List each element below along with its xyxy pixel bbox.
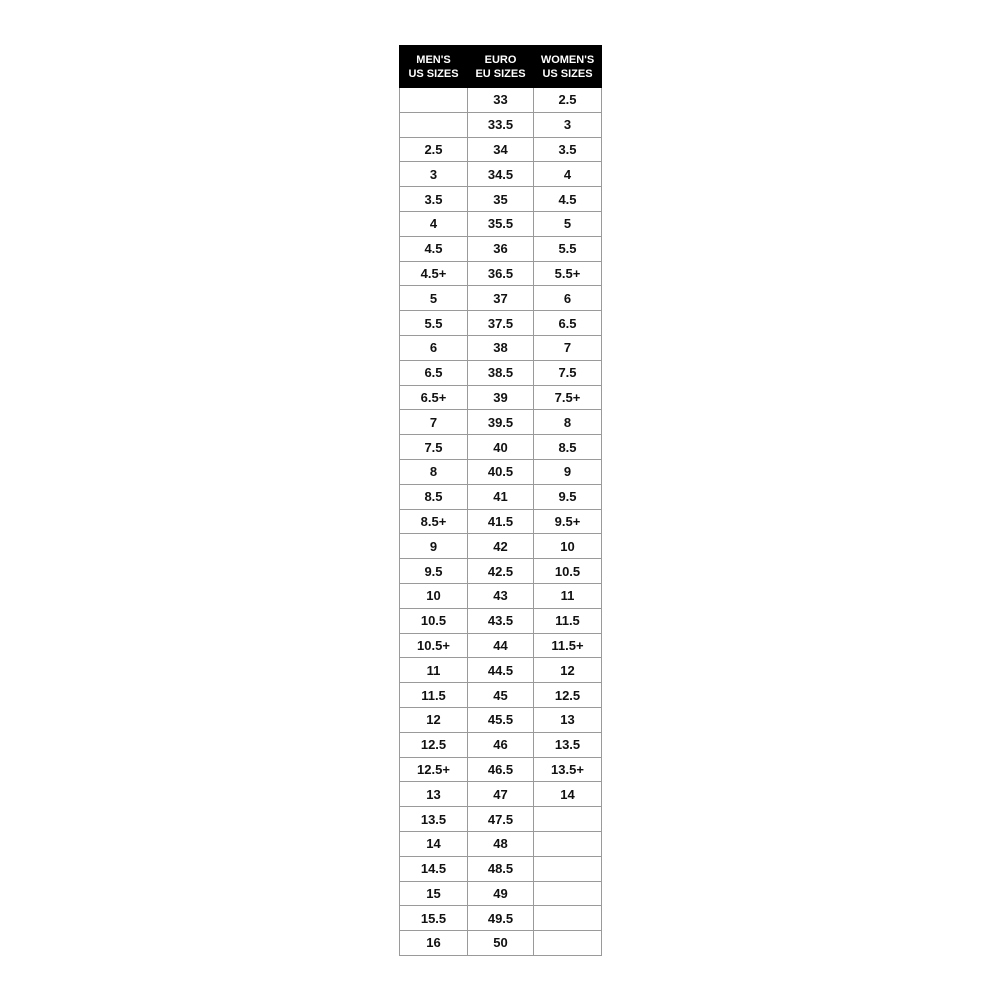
- table-row: [400, 162, 602, 187]
- cell-womens-us: 13: [534, 707, 602, 732]
- cell-euro-eu: 33: [468, 88, 534, 113]
- cell-mens-us: 3: [400, 162, 468, 187]
- cell-euro-eu: 47: [468, 782, 534, 807]
- table-row: [400, 906, 602, 931]
- cell-mens-us: 13: [400, 782, 468, 807]
- cell-womens-us: 5: [534, 211, 602, 236]
- cell-euro-eu: 41: [468, 484, 534, 509]
- cell-mens-us: 4.5+: [400, 261, 468, 286]
- cell-euro-eu: 35: [468, 187, 534, 212]
- cell-euro-eu: 34.5: [468, 162, 534, 187]
- table-row: [400, 757, 602, 782]
- table-row: [400, 658, 602, 683]
- cell-euro-eu: 46.5: [468, 757, 534, 782]
- cell-mens-us: 9: [400, 534, 468, 559]
- table-header: [400, 46, 602, 88]
- table-row: [400, 608, 602, 633]
- column-header-euro-eu: [468, 46, 534, 88]
- cell-mens-us: 15: [400, 881, 468, 906]
- cell-womens-us: 7.5: [534, 360, 602, 385]
- column-header-line2: US SIZES: [542, 67, 593, 80]
- cell-euro-eu: 44.5: [468, 658, 534, 683]
- table-row: [400, 707, 602, 732]
- table-row: [400, 534, 602, 559]
- cell-mens-us: 8: [400, 459, 468, 484]
- cell-womens-us: 5.5+: [534, 261, 602, 286]
- cell-euro-eu: 40: [468, 435, 534, 460]
- cell-euro-eu: 50: [468, 931, 534, 956]
- cell-womens-us: 9.5+: [534, 509, 602, 534]
- cell-womens-us: 10: [534, 534, 602, 559]
- cell-mens-us: 4.5: [400, 236, 468, 261]
- cell-mens-us: 6.5+: [400, 385, 468, 410]
- cell-mens-us: 14: [400, 831, 468, 856]
- cell-mens-us: 8.5+: [400, 509, 468, 534]
- cell-mens-us: 5: [400, 286, 468, 311]
- cell-euro-eu: 35.5: [468, 211, 534, 236]
- table-row: [400, 435, 602, 460]
- table-row: [400, 410, 602, 435]
- cell-euro-eu: 45: [468, 683, 534, 708]
- table-row: [400, 831, 602, 856]
- table-row: [400, 732, 602, 757]
- cell-womens-us: 7: [534, 335, 602, 360]
- cell-womens-us: 13.5: [534, 732, 602, 757]
- table-row: [400, 633, 602, 658]
- table-row: [400, 931, 602, 956]
- table-body: [400, 88, 602, 956]
- cell-womens-us: 13.5+: [534, 757, 602, 782]
- table-row: [400, 187, 602, 212]
- column-header-line2: US SIZES: [408, 67, 459, 80]
- column-header-mens-us: [400, 46, 468, 88]
- cell-mens-us: 11.5: [400, 683, 468, 708]
- cell-womens-us: [534, 906, 602, 931]
- cell-womens-us: 9: [534, 459, 602, 484]
- cell-womens-us: 6: [534, 286, 602, 311]
- cell-euro-eu: 38.5: [468, 360, 534, 385]
- table-row: [400, 856, 602, 881]
- cell-mens-us: 4: [400, 211, 468, 236]
- cell-euro-eu: 43: [468, 583, 534, 608]
- column-header-line2: EU SIZES: [475, 67, 526, 80]
- table-row: [400, 484, 602, 509]
- cell-womens-us: 8.5: [534, 435, 602, 460]
- table-row: [400, 459, 602, 484]
- cell-womens-us: 8: [534, 410, 602, 435]
- cell-mens-us: 15.5: [400, 906, 468, 931]
- cell-euro-eu: 48.5: [468, 856, 534, 881]
- cell-euro-eu: 44: [468, 633, 534, 658]
- table-row: [400, 112, 602, 137]
- column-header-line1: WOMEN'S: [540, 53, 595, 66]
- cell-mens-us: 2.5: [400, 137, 468, 162]
- cell-mens-us: 12: [400, 707, 468, 732]
- cell-womens-us: 2.5: [534, 88, 602, 113]
- table-row: [400, 385, 602, 410]
- cell-euro-eu: 34: [468, 137, 534, 162]
- size-conversion-table: [399, 45, 602, 956]
- cell-euro-eu: 33.5: [468, 112, 534, 137]
- cell-euro-eu: 47.5: [468, 807, 534, 832]
- cell-mens-us: 8.5: [400, 484, 468, 509]
- cell-mens-us: 9.5: [400, 559, 468, 584]
- cell-womens-us: 4.5: [534, 187, 602, 212]
- cell-mens-us: 12.5: [400, 732, 468, 757]
- cell-womens-us: 4: [534, 162, 602, 187]
- cell-womens-us: 11.5+: [534, 633, 602, 658]
- table-row: [400, 137, 602, 162]
- table-row: [400, 88, 602, 113]
- cell-euro-eu: 41.5: [468, 509, 534, 534]
- table-row: [400, 335, 602, 360]
- table-row: [400, 807, 602, 832]
- table-row: [400, 559, 602, 584]
- cell-euro-eu: 48: [468, 831, 534, 856]
- table-row: [400, 211, 602, 236]
- cell-euro-eu: 42: [468, 534, 534, 559]
- cell-mens-us: 7: [400, 410, 468, 435]
- table-row: [400, 509, 602, 534]
- table-row: [400, 286, 602, 311]
- cell-euro-eu: 39.5: [468, 410, 534, 435]
- table-row: [400, 881, 602, 906]
- cell-womens-us: [534, 931, 602, 956]
- cell-mens-us: 10.5: [400, 608, 468, 633]
- table-row: [400, 261, 602, 286]
- cell-womens-us: 11: [534, 583, 602, 608]
- table-row: [400, 311, 602, 336]
- table-row: [400, 360, 602, 385]
- cell-womens-us: 10.5: [534, 559, 602, 584]
- cell-womens-us: [534, 807, 602, 832]
- cell-euro-eu: 36: [468, 236, 534, 261]
- table-row: [400, 236, 602, 261]
- cell-euro-eu: 49: [468, 881, 534, 906]
- cell-womens-us: 7.5+: [534, 385, 602, 410]
- cell-euro-eu: 43.5: [468, 608, 534, 633]
- cell-mens-us: 7.5: [400, 435, 468, 460]
- cell-mens-us: 12.5+: [400, 757, 468, 782]
- cell-womens-us: 6.5: [534, 311, 602, 336]
- cell-mens-us: [400, 88, 468, 113]
- cell-mens-us: 14.5: [400, 856, 468, 881]
- column-header-line1: EURO: [484, 53, 517, 66]
- cell-mens-us: 6: [400, 335, 468, 360]
- cell-euro-eu: 36.5: [468, 261, 534, 286]
- column-header-line1: MEN'S: [416, 53, 451, 66]
- cell-womens-us: 12.5: [534, 683, 602, 708]
- cell-mens-us: 16: [400, 931, 468, 956]
- cell-womens-us: [534, 831, 602, 856]
- table-row: [400, 683, 602, 708]
- cell-mens-us: 10.5+: [400, 633, 468, 658]
- cell-womens-us: 9.5: [534, 484, 602, 509]
- cell-womens-us: [534, 881, 602, 906]
- cell-euro-eu: 42.5: [468, 559, 534, 584]
- cell-mens-us: 6.5: [400, 360, 468, 385]
- cell-womens-us: [534, 856, 602, 881]
- cell-euro-eu: 40.5: [468, 459, 534, 484]
- cell-euro-eu: 46: [468, 732, 534, 757]
- table-row: [400, 583, 602, 608]
- cell-euro-eu: 49.5: [468, 906, 534, 931]
- cell-womens-us: 12: [534, 658, 602, 683]
- cell-womens-us: 11.5: [534, 608, 602, 633]
- cell-mens-us: [400, 112, 468, 137]
- cell-womens-us: 3: [534, 112, 602, 137]
- cell-womens-us: 14: [534, 782, 602, 807]
- cell-euro-eu: 45.5: [468, 707, 534, 732]
- cell-mens-us: 11: [400, 658, 468, 683]
- cell-mens-us: 3.5: [400, 187, 468, 212]
- table-row: [400, 782, 602, 807]
- cell-womens-us: 3.5: [534, 137, 602, 162]
- cell-euro-eu: 37.5: [468, 311, 534, 336]
- cell-euro-eu: 38: [468, 335, 534, 360]
- cell-euro-eu: 39: [468, 385, 534, 410]
- header-row: [400, 46, 602, 88]
- column-header-womens-us: [534, 46, 602, 88]
- cell-mens-us: 10: [400, 583, 468, 608]
- cell-womens-us: 5.5: [534, 236, 602, 261]
- cell-mens-us: 13.5: [400, 807, 468, 832]
- cell-mens-us: 5.5: [400, 311, 468, 336]
- cell-euro-eu: 37: [468, 286, 534, 311]
